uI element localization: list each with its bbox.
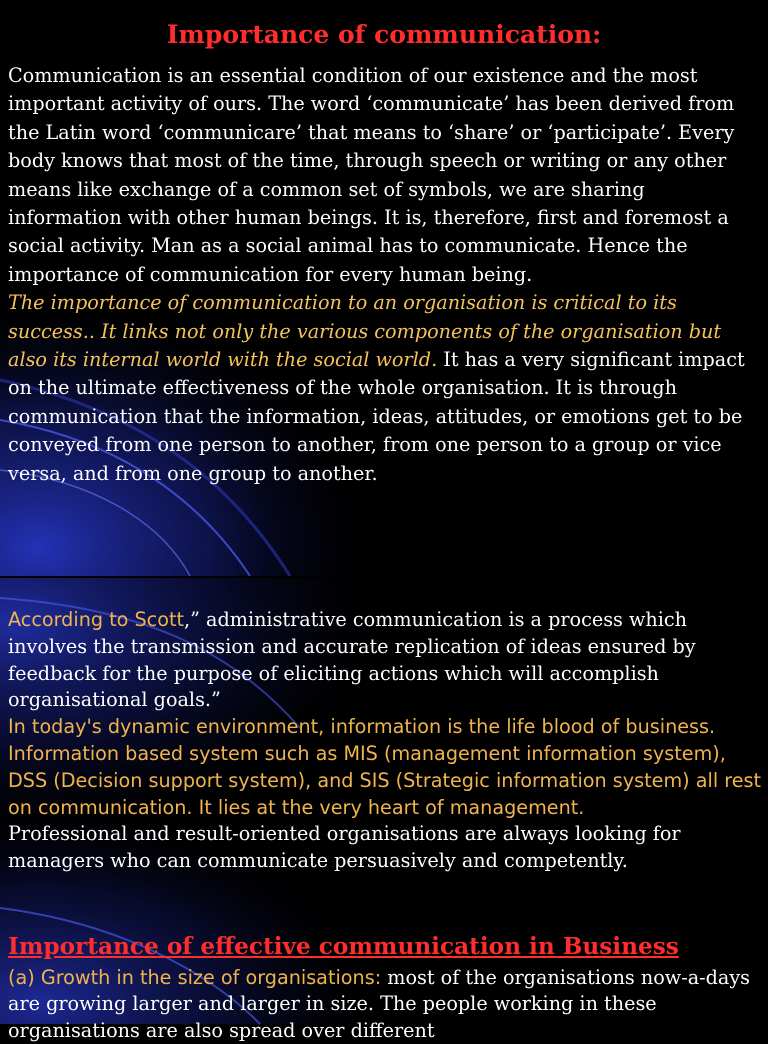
highlight-text: The importance of communication to an organisation is critical to its success.. It links not only the various components of the organisation but also its internal world with the social world. (8, 291, 722, 372)
paragraph-effectiveness: It has a very significant impact on the ultimate effectiveness of the whole organisation. It is through communication that the information, ideas, attitudes, or emotions get to be conveyed from one person to another, from one person to a group or vice versa, and from one group to another. (8, 348, 745, 485)
scott-definition: ,” administrative communication is a process which involves the transmission and accurate replication of ideas ensured by feedback for the purpose of eliciting actions which will accomplish organisational goals.” (8, 608, 696, 712)
point-a-text: most of the organisations now-a-days are growing larger and larger in size. The people working in these organisations are also spread over different (8, 966, 751, 1042)
slide-2-body (8, 607, 763, 875)
dynamic-environment-paragraph (8, 714, 763, 821)
paragraph-intro: Communication is an essential condition of our existence and the most important activity of ours. The word ‘communicate’ has been derived from the Latin word ‘communicare’ that means to ‘share’ or ‘participate’. Every body knows that most of the time, through speech or writing or any other means like exchange of a common set of symbols, we are sharing information with other human beings. It is, therefore, first and foremost a social activity. Man as a social animal has to communicate. Hence the importance of communication for every human being. (8, 64, 735, 286)
slide-2 (0, 578, 768, 1042)
point-a-heading: Growth in the size of organisations: (40, 966, 382, 989)
body-text (8, 62, 763, 488)
dynamic-environment-text: In today's dynamic environment, information is the life blood of business. Information based system such as MIS (management information system), DSS (Decision support system), and SIS (Strategic information system) all rest on communication. It lies at the very heart of management. (8, 715, 762, 819)
section-title: Importance of effective communication in Business (8, 933, 679, 960)
slide-title: Importance of communication: (166, 20, 602, 49)
scott-quote (8, 607, 763, 714)
scott-attribution: According to Scott (8, 608, 185, 631)
professional-paragraph: Professional and result-oriented organisations are always looking for managers who can communicate persuasively and competently. (8, 822, 681, 873)
point-a-paragraph (8, 965, 763, 1044)
point-a-label: (a) (8, 966, 41, 989)
